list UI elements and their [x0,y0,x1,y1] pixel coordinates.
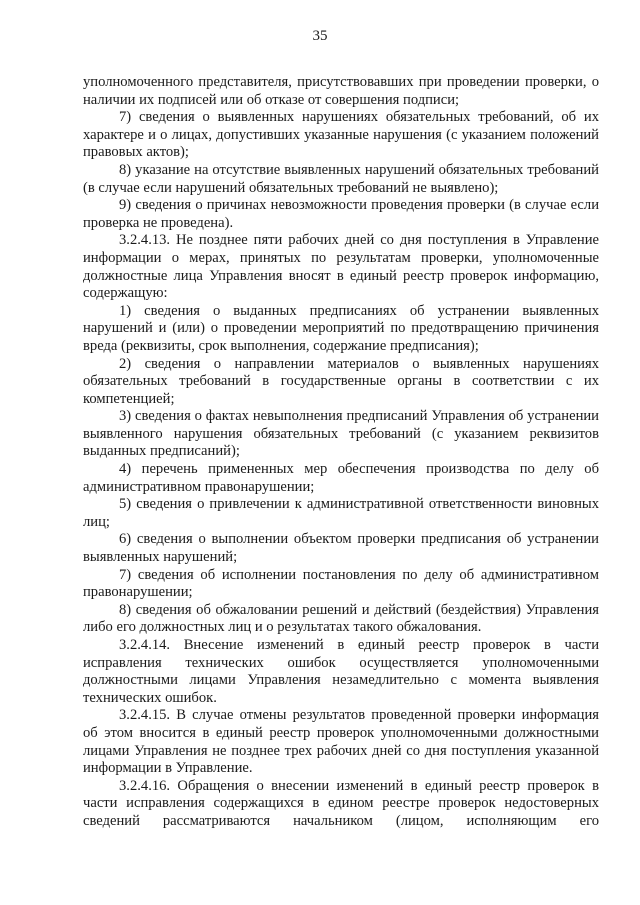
clause-3-2-4-16: 3.2.4.16. Обращения о внесении изменений в единый реестр проверок в части исправления содержащихся в едином реестре проверок недостоверных сведений рассматриваются начальником (лицом, исполняющим его [83,777,599,829]
list-item-2-materials: 2) сведения о направлении материалов о выявленных нарушениях обязательных требований в государственные органы в соответствии с их компетенцией; [83,355,599,407]
paragraph-continuation: уполномоченного представителя, присутствовавших при проведении проверки, о наличии их подписей или об отказе от совершения подписи; [83,74,599,108]
list-item-9-impossibility: 9) сведения о причинах невозможности проведения проверки (в случае если проверка не проведена). [83,197,599,231]
list-item-8-no-violations: 8) указание на отсутствие выявленных нарушений обязательных требований (в случае если нарушений обязательных требований не выявлено); [83,161,599,196]
clause-3-2-4-15: 3.2.4.15. В случае отмены результатов проведенной проверки информация об этом вносится в единый реестр проверок уполномоченными должностными лицами Управления не позднее трех рабочих дней со дня поступления указанной информации в Управление. [83,707,599,777]
list-item-7-resolution: 7) сведения об исполнении постановления по делу об административном правонарушении; [83,566,599,601]
clause-3-2-4-13: 3.2.4.13. Не позднее пяти рабочих дней со дня поступления в Управление информации о мерах, принятых по результатам проверки, уполномоченные должностные лица Управления вносят в единый реестр проверок информацию, содержащую: [83,232,599,302]
list-item-5-liability: 5) сведения о привлечении к административной ответственности виновных лиц; [83,496,599,530]
document-body [83,74,599,831]
list-item-4-measures: 4) перечень примененных мер обеспечения производства по делу об административном правонарушении; [83,461,599,495]
list-item-8-appeals: 8) сведения об обжаловании решений и действий (бездействия) Управления либо его должностных лиц и о результатах такого обжалования. [83,601,599,636]
list-item-6-fulfillment: 6) сведения о выполнении объектом проверки предписания об устранении выявленных нарушений; [83,531,599,566]
list-item-1-prescriptions: 1) сведения о выданных предписаниях об устранении выявленных нарушений и (или) о проведении мероприятий по предотвращению причинения вреда (реквизиты, срок выполнения, содержание предписания); [83,302,599,354]
clause-3-2-4-14: 3.2.4.14. Внесение изменений в единый реестр проверок в части исправления технических ошибок осуществляется уполномоченными должностными лицами Управления незамедлительно с момента выявления технических ошибок. [83,637,599,706]
list-item-7-violations: 7) сведения о выявленных нарушениях обязательных требований, об их характере и о лицах, допустивших указанные нарушения (с указанием положений правовых актов); [83,109,599,161]
page-number: 35 [312,28,328,44]
list-item-3-non-fulfillment: 3) сведения о фактах невыполнения предписаний Управления об устранении выявленного нарушения обязательных требований (с указанием реквизитов выданных предписаний); [83,408,599,460]
